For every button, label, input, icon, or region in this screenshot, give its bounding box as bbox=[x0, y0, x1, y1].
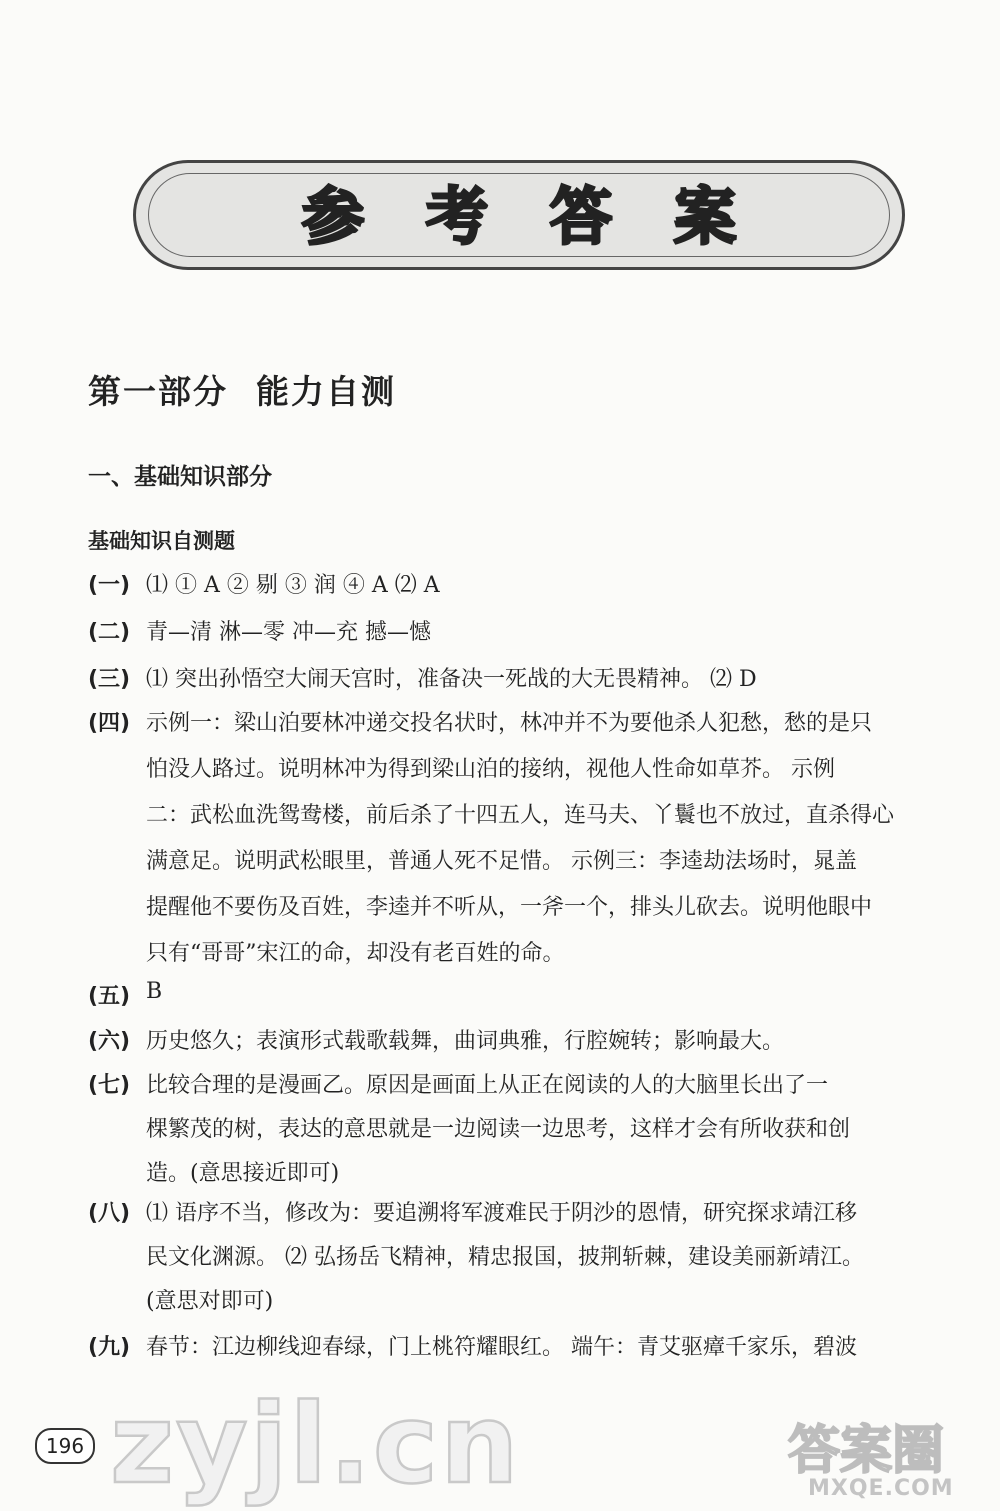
item-line: 满意足。说明武松眼里，普通人死不足惜。 示例三：李逵劫法场时，晁盖 bbox=[146, 849, 857, 874]
part-label: 第一部分 bbox=[88, 372, 228, 411]
item-line: 二：武松血洗鸳鸯楼，前后杀了十四五人，连马夫、丫鬟也不放过，直杀得心 bbox=[146, 803, 895, 828]
item-number: (一) bbox=[88, 573, 131, 598]
item-number: (五) bbox=[88, 984, 131, 1009]
watermark-right: 答案圈 bbox=[788, 1421, 945, 1481]
part-name: 能力自测 bbox=[256, 372, 396, 411]
item-line: ⑴ 突出孙悟空大闹天宫时，准备决一死战的大无畏精神。 ⑵ D bbox=[146, 667, 757, 692]
item-line: ⑴ ① A ② 剔 ③ 润 ④ A ⑵ A bbox=[146, 573, 440, 598]
page-number: 196 bbox=[35, 1428, 95, 1464]
item-line: 历史悠久；表演形式载歌载舞，曲词典雅，行腔婉转；影响最大。 bbox=[146, 1029, 785, 1054]
item-number: (七) bbox=[88, 1073, 131, 1098]
banner-title: 参考答案 bbox=[301, 180, 798, 253]
item-line: 造。(意思接近即可) bbox=[146, 1161, 340, 1186]
watermark-left: zyjl.cn bbox=[110, 1380, 521, 1508]
watermark-url: MXQE.COM bbox=[808, 1476, 954, 1501]
item-line: (意思对即可) bbox=[146, 1289, 274, 1314]
item-line: 比较合理的是漫画乙。原因是画面上从正在阅读的人的大脑里长出了一 bbox=[146, 1073, 829, 1098]
item-line: 青—清 淋—零 冲—充 撼—憾 bbox=[146, 620, 431, 645]
part-title bbox=[88, 366, 396, 413]
item-number: (八) bbox=[88, 1201, 131, 1226]
item-line: 怕没人路过。说明林冲为得到梁山泊的接纳，视他人性命如草芥。 示例 bbox=[146, 757, 835, 782]
item-line: 民文化渊源。 ⑵ 弘扬岳飞精神，精忠报国，披荆斩棘，建设美丽新靖江。 bbox=[146, 1245, 864, 1270]
item-line: 棵繁茂的树，表达的意思就是一边阅读一边思考，这样才会有所收获和创 bbox=[146, 1117, 851, 1142]
item-line: 只有“哥哥”宋江的命，却没有老百姓的命。 bbox=[146, 941, 565, 966]
item-number: (三) bbox=[88, 667, 131, 692]
item-line: 春节：江边柳线迎春绿，门上桃符耀眼红。 端午：青艾驱瘴千家乐，碧波 bbox=[146, 1335, 857, 1360]
item-number: (六) bbox=[88, 1029, 131, 1054]
item-number: (四) bbox=[88, 711, 131, 736]
item-line: 示例一：梁山泊要林冲递交投名状时，林冲并不为要他杀人犯愁，愁的是只 bbox=[146, 711, 873, 736]
item-line: ⑴ 语序不当，修改为：要追溯将军渡难民于阴沙的恩情，研究探求靖江移 bbox=[146, 1201, 857, 1226]
sub-title: 基础知识自测题 bbox=[88, 529, 235, 553]
item-number: (九) bbox=[88, 1335, 131, 1360]
section-title: 一、基础知识部分 bbox=[88, 464, 272, 490]
item-number: (二) bbox=[88, 620, 131, 645]
item-line: B bbox=[146, 979, 163, 1004]
title-banner bbox=[133, 160, 905, 270]
item-line: 提醒他不要伤及百姓，李逵并不听从，一斧一个，排头儿砍去。说明他眼中 bbox=[146, 895, 873, 920]
